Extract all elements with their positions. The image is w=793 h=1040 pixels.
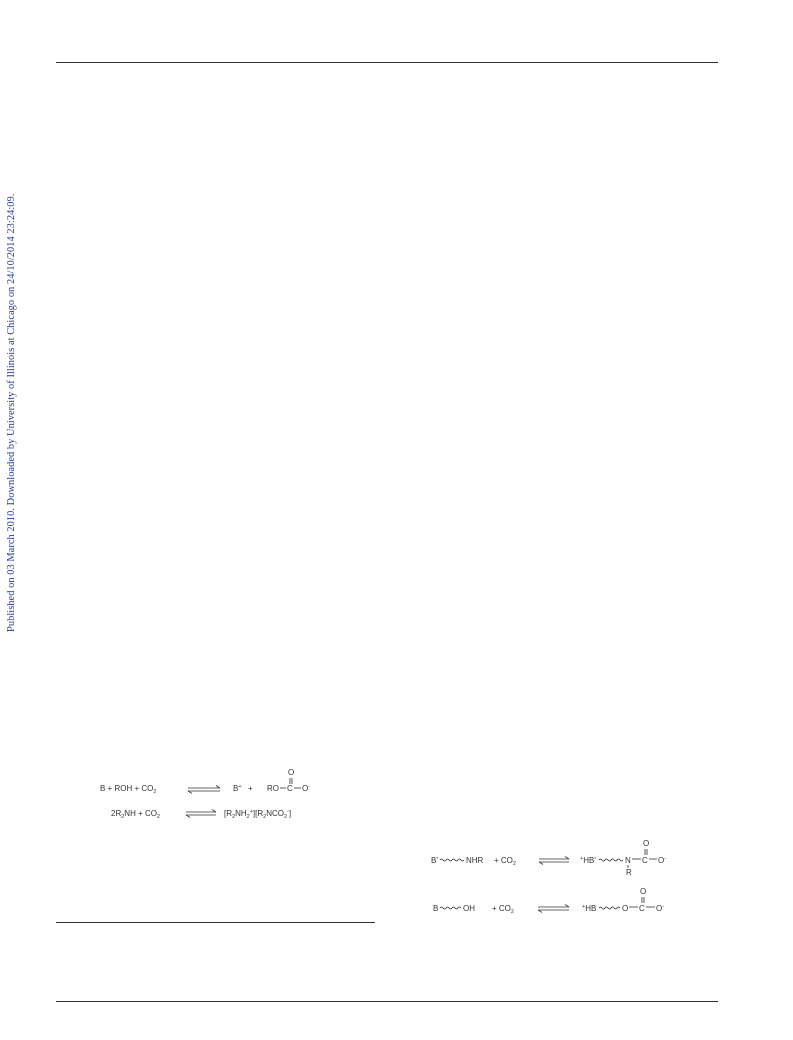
header-rule: [56, 62, 718, 63]
equilibrium-arrow: [539, 857, 569, 865]
eq2-reactants: $2R_2NH + CO_2$: [111, 809, 161, 820]
eq3-cation: +HB': [580, 856, 596, 865]
equilibrium-arrow: [538, 905, 569, 913]
equation-2: [106, 803, 326, 823]
eq1-carbonyl-oxygen: O: [288, 768, 295, 777]
publication-side-note: Published on 03 March 2010. Downloaded by University of Illinois at Chicago on 24/10/2014 23:24:09.: [6, 193, 17, 632]
wavy-linker: [440, 907, 461, 909]
eq1-anion-oxygen: O-: [302, 784, 311, 793]
eq4-co2: + $CO_2$: [492, 904, 514, 915]
eq3-carbon: C: [642, 856, 648, 865]
eq3-reactant: B': [431, 856, 438, 865]
eq3-nitrogen: N: [625, 856, 631, 865]
eq4-carbonyl-oxygen: O: [640, 887, 647, 896]
eq4-carbon: C: [639, 904, 645, 913]
eq3-anion-oxygen: O-: [658, 856, 667, 865]
eq1-plus: +: [248, 784, 253, 793]
wavy-linker: [599, 907, 620, 909]
eq1-reactants: B + ROH + $CO_2$: [100, 784, 157, 795]
eq1-carbon: C: [287, 784, 293, 793]
wavy-linker: [440, 859, 464, 861]
eq4-cation: +HB: [582, 904, 597, 913]
equilibrium-arrow: [186, 810, 216, 818]
equation-1: [96, 765, 336, 799]
eq1-ro: RO: [267, 784, 279, 793]
wavy-linker: [599, 859, 623, 861]
eq3-co2: + $CO_2$: [494, 856, 516, 867]
footer-rule: [56, 1001, 718, 1002]
eq3-nhr: NHR: [466, 856, 484, 865]
eq1-cation: B+: [233, 784, 242, 793]
eq4-ester-oxygen: O: [622, 904, 629, 913]
eq3-r-group: R: [626, 868, 632, 877]
equation-3: [428, 836, 678, 878]
eq3-carbonyl-oxygen: O: [643, 839, 650, 848]
footnote-rule: [56, 922, 375, 923]
eq4-anion-oxygen: O-: [656, 904, 665, 913]
equilibrium-arrow: [188, 786, 220, 794]
eq4-reactant: B: [433, 904, 439, 913]
equation-4: [428, 883, 678, 919]
eq4-oh: OH: [463, 904, 475, 913]
eq2-product: $[R_2NH_2^+][R_2NCO_2^-]$: [224, 809, 292, 820]
